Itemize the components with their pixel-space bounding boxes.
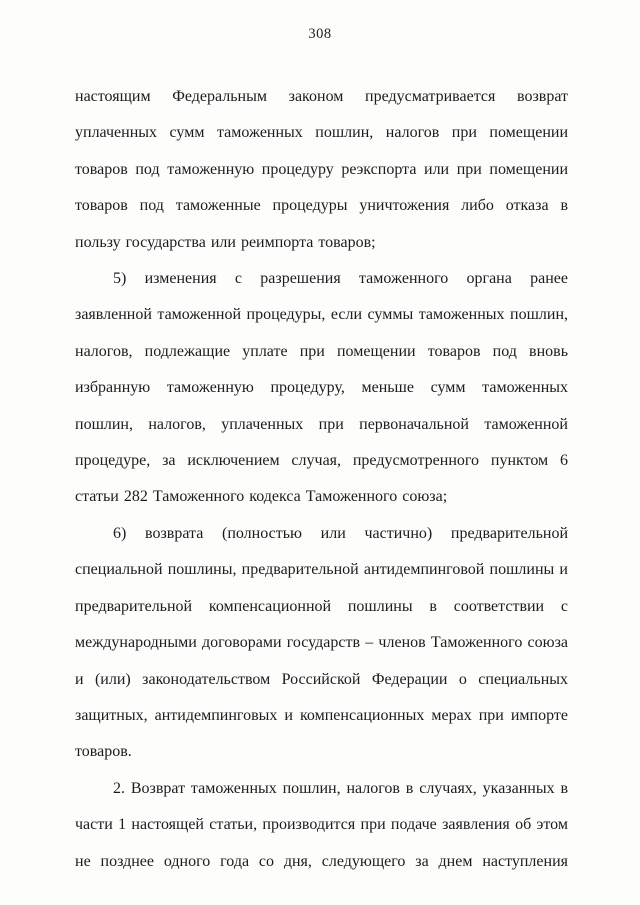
page-number: 308: [308, 26, 332, 42]
paragraph-part-2: 2. Возврат таможенных пошлин, налогов в случаях, указанных в части 1 настоящей статьи, производится при подаче заявления об этом не позднее одного года со дня, следующего за днем наступления: [75, 779, 568, 870]
paragraph-item-6: 6) возврата (полностью или частично) предварительной специальной пошлины, предварительной антидемпинговой пошлины и предварительной компенсационной пошлины в соответствии с международными договорами государств – членов Таможенного союза и (или) законодательством Российской Федерации о специальных защитных, антидемпинговых и компенсационных мерах при импорте товаров.: [75, 524, 568, 761]
paragraph-continuation: настоящим Федеральным законом предусматривается возврат уплаченных сумм таможенных пошлин, налогов при помещении товаров под таможенную процедуру реэкспорта или при помещении товаров под таможенные процедуры уничтожения либо отказа в пользу государства или реимпорта товаров;: [75, 88, 568, 251]
paragraph-item-5: 5) изменения с разрешения таможенного органа ранее заявленной таможенной процедуры, если суммы таможенных пошлин, налогов, подлежащие уплате при помещении товаров под вновь избранную таможенную процедуру, меньше сумм таможенных пошлин, налогов, уплаченных при первоначальной таможенной процедуре, за исключением случая, предусмотренного пунктом 6 статьи 282 Таможенного кодекса Таможенного союза;: [75, 270, 568, 506]
text-block: [75, 79, 568, 880]
